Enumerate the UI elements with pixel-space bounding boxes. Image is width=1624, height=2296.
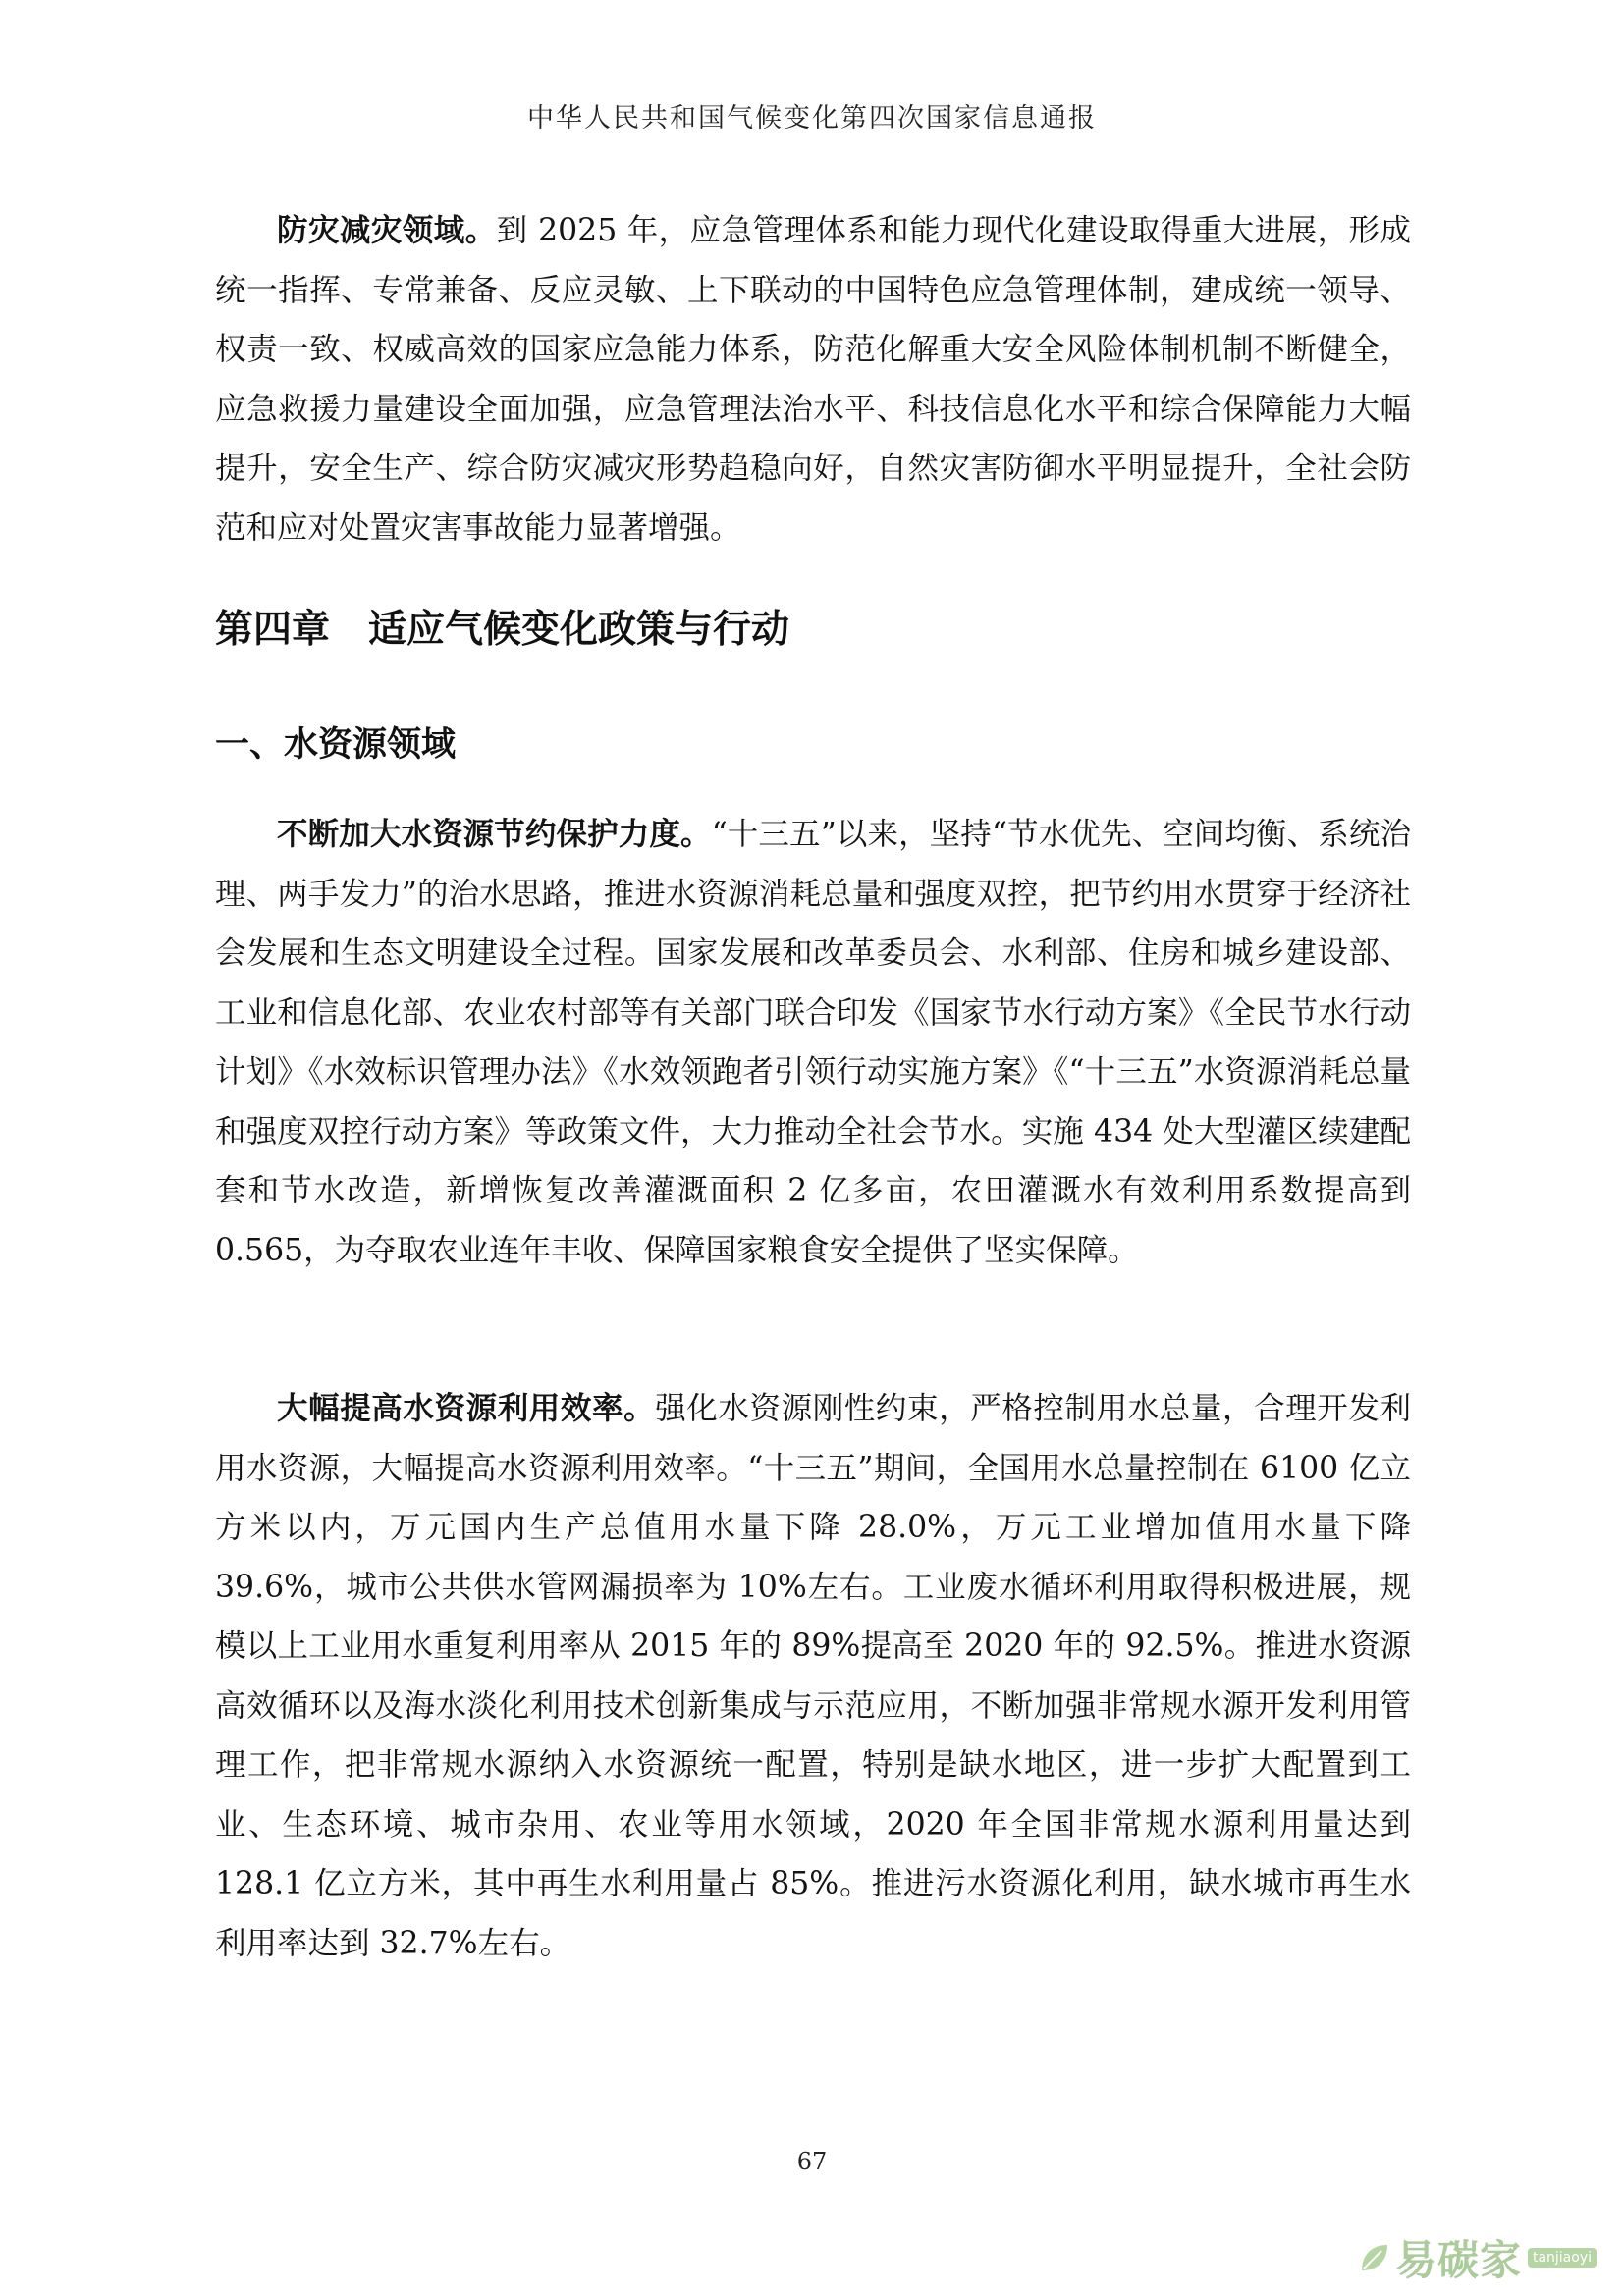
paragraph-lead-heading: 不断加大水资源节约保护力度。: [277, 817, 712, 852]
paragraph-body: 强化水资源刚性约束，严格控制用水总量，合理开发利用水资源，大幅提高水资源利用效率。“十三五”期间，全国用水总量控制在 6100 亿立方米以内，万元国内生产总值用水量下降 28.0%，万元工业增加值用水量下降 39.6%，城市公共供水管网漏损率为 10%左右。工业废水循环利用取得积极进展，规模以上工业用水重复利用率从 2015 年的 89%提高至 2020 年的 92.5%。推进水资源高效循环以及海水淡化利用技术创新集成与示范应用，不断加强非常规水源开发利用管理工作，把非常规水源纳入水资源统一配置，特别是缺水地区，进一步扩大配置到工业、生态环境、城市杂用、农业等用水领域，2020 年全国非常规水源利用量达到 128.1 亿立方米，其中再生水利用量占 85%。推进污水资源化利用，缺水城市再生水利用率达到 32.7%左右。: [215, 1391, 1411, 1961]
page-number: 67: [796, 2148, 828, 2175]
chapter-title: 第四章 适应气候变化政策与行动: [215, 608, 790, 652]
watermark-logo: [1358, 2228, 1597, 2287]
watermark-brand: 易碳家: [1394, 2236, 1522, 2284]
leaf-icon: [1358, 2241, 1391, 2274]
paragraph-lead-heading: 大幅提高水资源利用效率。: [277, 1391, 656, 1426]
section-title: 一、水资源领域: [215, 725, 457, 765]
paragraph-lead-heading: 防灾减灾领域。: [277, 213, 497, 248]
watermark-domain: tanjiaoyi: [1528, 2248, 1597, 2268]
paragraph-disaster-prevention: [215, 201, 1411, 558]
paragraph-body: 到 2025 年，应急管理体系和能力现代化建设取得重大进展，形成统一指挥、专常兼备、反应灵敏、上下联动的中国特色应急管理体制，建成统一领导、权责一致、权威高效的国家应急能力体系，防范化解重大安全风险体制机制不断健全，应急救援力量建设全面加强，应急管理法治水平、科技信息化水平和综合保障能力大幅提升，安全生产、综合防灾减灾形势趋稳向好，自然灾害防御水平明显提升，全社会防范和应对处置灾害事故能力显著增强。: [215, 213, 1411, 546]
paragraph-water-conservation: [215, 805, 1411, 1280]
running-header: 中华人民共和国气候变化第四次国家信息通报: [527, 103, 1097, 133]
paragraph-body: “十三五”以来，坚持“节水优先、空间均衡、系统治理、两手发力”的治水思路，推进水资源消耗总量和强度双控，把节约用水贯穿于经济社会发展和生态文明建设全过程。国家发展和改革委员会、水利部、住房和城乡建设部、工业和信息化部、农业农村部等有关部门联合印发《国家节水行动方案》《全民节水行动计划》《水效标识管理办法》《水效领跑者引领行动实施方案》《“十三五”水资源消耗总量和强度双控行动方案》等政策文件，大力推动全社会节水。实施 434 处大型灌区续建配套和节水改造，新增恢复改善灌溉面积 2 亿多亩，农田灌溉水有效利用系数提高到 0.565，为夺取农业连年丰收、保障国家粮食安全提供了坚实保障。: [215, 817, 1411, 1268]
paragraph-water-efficiency: [215, 1379, 1411, 1973]
